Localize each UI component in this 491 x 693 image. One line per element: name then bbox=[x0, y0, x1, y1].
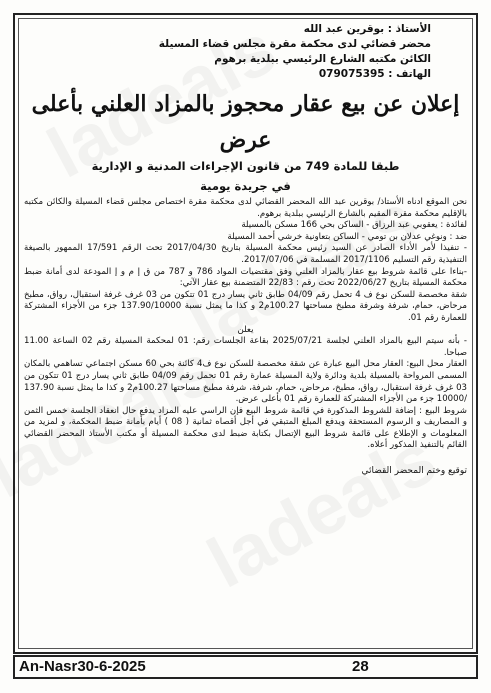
legal-basis: طبقا للمادة 749 من قانون الإجراءات المدنية و الإدارية bbox=[91, 159, 400, 173]
debtor: ضد : ونوغي عدلان بن تومي - الساكن بتعاونية خرشي أحمد المسيلة bbox=[227, 231, 467, 242]
property-description: شقة مخصصة للسكن نوع ف 4 تحمل رقم 04/09 طابق ثاني يسار درج 01 تتكون من 03 غرف غرفة استقبال، رواق، مطبخ مرحاض، حمام، شرفة وشرفة مطبخ مساحتها 100.27م2 و كذا ما يمثل نسبة 137.90/10000 جزء من الأجزاء المشتركة للعمارة رقم 01. bbox=[24, 289, 467, 323]
page-number: 28 bbox=[352, 658, 369, 675]
bailiff-phone: الهاتف : 079075395 bbox=[318, 68, 431, 80]
bailiff-statement: نحن الموقع ادناه الأستاذ/ بوقرين عبد الله المحضر القضائي لدى محكمة مقرة اختصاص مجلس قضاء المسيلة والكائن مكتبه بالإقليم محكمة مقرة المقيم بالشارع الرئيسي ببلدية برهوم. bbox=[24, 197, 467, 219]
signature-line: توقيع وختم المحضر القضائي bbox=[361, 466, 467, 477]
bailiff-address: الكائن مكتبه الشارع الرئيسي ببلدية برهوم bbox=[214, 53, 431, 65]
property-details: العقار محل البيع: العقار محل البيع عبارة عن شقة مخصصة للسكن نوع ف4 كائنة بحي 60 مسكن اجتماعي تساهمي بالمكان المسمى المرواحة بالمسيلة بلدية ودائرة ولاية المسيلة عمارة رقم 01 تحمل رقم 04/09 طابق ثاني يسار درج 01 تتكون من 03 غرف غرفة استقبال، رواق، مطبخ، مرحاض، حمام، شرفة، شرفة مطبخ مساحتها 100.27م2 و كذا ما يمثل نسبة 137.90 /10000 جزء من الأجزاء المشتركة للعمارة رقم 01 بأعلى عرض. bbox=[24, 359, 467, 405]
notice-title: إعلان عن بيع عقار محجوز بالمزاد العلني بأعلى bbox=[31, 91, 460, 117]
legal-notice bbox=[24, 22, 467, 648]
enforcement-order: - تنفيذا لأمر الأداء الصادر عن السيد رئيس محكمة المسيلة بتاريخ 2017/04/30 تحت الرقم 17/591 الممهور بالصيغة التنفيذية رقم التسليم 2017/1106 المسلمة في 2017/07/06. bbox=[24, 243, 467, 265]
publication-medium: في جريدة يومية bbox=[200, 179, 291, 193]
announcement-heading: يعلن bbox=[237, 324, 254, 335]
bailiff-name: الأستاذ : بوقرين عبد الله bbox=[303, 23, 431, 35]
beneficiary: لفائدة : يعقوبي عبد الرزاق - الساكن بحي 166 مسكن بالمسيلة bbox=[241, 220, 467, 231]
auction-date: - بأنه سيتم البيع بالمزاد العلني لجلسة 2025/07/21 بقاعة الجلسات رقم: 01 لمحكمة المسيلة رقم 02 الساعة 11.00 صباحا. bbox=[24, 336, 467, 358]
notice-title-continued: عرض bbox=[219, 127, 272, 153]
page-footer bbox=[13, 655, 478, 679]
sale-conditions-filing: -بناءا على قائمة شروط بيع عقار بالمزاد العلني وفق مقتضيات المواد 786 و 787 من ق إ م و إ المودعة لدى أمانة ضبط محكمة المسيلة بتاريخ 2022/06/27 تحت رقم : 22/83 المتضمنة بيع عقار الآتي: bbox=[24, 266, 467, 289]
sale-terms: شروط البيع : إضافة للشروط المذكورة في قائمة شروط البيع فإن الراسي عليه المزاد يدفع حال انعقاد الجلسة خمس الثمن و المصاريف و الرسوم المستحقة ويدفع المبلغ المتبقي في أجل أقصاه ثمانية ( 08 ) أيام بأمانة ضبط المحكمة، و لمزيد من المعلومات و الإطلاع على قائمة شروط البيع الإتصال بكتابة ضبط لدى محكمة المسيلة أو مكتب الأستاذ المحضر القضائي القائم بالتنفيذ المذكور أعلاه. bbox=[24, 405, 467, 451]
publication-date: An-Nasr30-6-2025 bbox=[19, 658, 146, 675]
notice-body bbox=[24, 197, 467, 452]
bailiff-title: محضر قضائي لدى محكمة مقرة مجلس قضاء المسيلة bbox=[158, 38, 431, 50]
